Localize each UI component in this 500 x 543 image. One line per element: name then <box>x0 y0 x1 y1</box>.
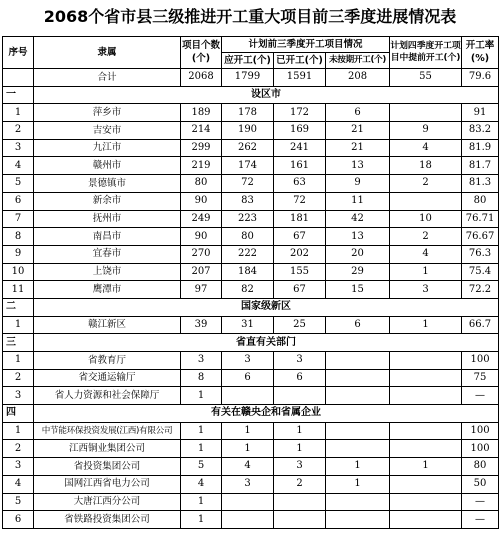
cell-count: 1 <box>181 387 222 405</box>
cell-q4 <box>390 387 462 405</box>
cell-rate: 72.2 <box>462 281 499 299</box>
cell-seq: 6 <box>3 511 34 529</box>
cell-should <box>222 511 274 529</box>
cell-count: 214 <box>181 122 222 140</box>
cell-count: 3 <box>181 352 222 370</box>
cell-rate: 83.2 <box>462 122 499 140</box>
total-started: 1591 <box>274 69 326 87</box>
cell-started: 241 <box>274 139 326 157</box>
cell-count: 249 <box>181 210 222 228</box>
cell-name: 景德镇市 <box>34 175 181 193</box>
cell-not-started: 1 <box>326 458 390 476</box>
section-number: 三 <box>3 334 34 352</box>
cell-count: 1 <box>181 422 222 440</box>
cell-not-started: 13 <box>326 157 390 175</box>
cell-rate: 76.67 <box>462 228 499 246</box>
cell-should: 223 <box>222 210 274 228</box>
total-count: 2068 <box>181 69 222 87</box>
cell-started: 67 <box>274 228 326 246</box>
table-row <box>3 245 499 263</box>
cell-should: 184 <box>222 263 274 281</box>
cell-rate: — <box>462 387 499 405</box>
cell-rate: — <box>462 511 499 529</box>
table-row <box>3 263 499 281</box>
cell-q4: 1 <box>390 263 462 281</box>
page-title: 2068个省市县三级推进开工重大项目前三季度进展情况表 <box>43 7 457 26</box>
cell-q4 <box>390 192 462 210</box>
cell-not-started: 20 <box>326 245 390 263</box>
section-row <box>3 334 499 352</box>
cell-name: 省教育厅 <box>34 352 181 370</box>
cell-seq: 1 <box>3 316 34 334</box>
cell-not-started <box>326 387 390 405</box>
table-row <box>3 440 499 458</box>
table-row <box>3 175 499 193</box>
table-row <box>3 475 499 493</box>
section-row <box>3 86 499 104</box>
cell-name: 萍乡市 <box>34 104 181 122</box>
cell-seq: 3 <box>3 458 34 476</box>
cell-q4 <box>390 104 462 122</box>
cell-count: 207 <box>181 263 222 281</box>
table-row <box>3 157 499 175</box>
cell-not-started: 11 <box>326 192 390 210</box>
cell-name: 九江市 <box>34 139 181 157</box>
cell-rate: 91 <box>462 104 499 122</box>
section-title: 有关在赣央企和省属企业 <box>34 405 499 423</box>
cell-name: 省投资集团公司 <box>34 458 181 476</box>
cell-should: 82 <box>222 281 274 299</box>
cell-started: 169 <box>274 122 326 140</box>
cell-seq: 1 <box>3 104 34 122</box>
cell-name: 赣江新区 <box>34 316 181 334</box>
cell-started: 3 <box>274 458 326 476</box>
cell-seq: 9 <box>3 245 34 263</box>
cell-seq: 4 <box>3 475 34 493</box>
cell-q4: 9 <box>390 122 462 140</box>
total-row <box>3 69 499 87</box>
section-title: 省直有关部门 <box>34 334 499 352</box>
table-row <box>3 369 499 387</box>
total-seq <box>3 69 34 87</box>
cell-started: 63 <box>274 175 326 193</box>
cell-started: 202 <box>274 245 326 263</box>
total-should: 1799 <box>222 69 274 87</box>
cell-rate: 100 <box>462 422 499 440</box>
header-should: 应开工(个) <box>222 53 274 69</box>
cell-count: 270 <box>181 245 222 263</box>
cell-count: 4 <box>181 475 222 493</box>
cell-seq: 3 <box>3 139 34 157</box>
section-number: 二 <box>3 298 34 316</box>
cell-rate: 100 <box>462 440 499 458</box>
cell-rate: — <box>462 493 499 511</box>
cell-started: 25 <box>274 316 326 334</box>
cell-should: 1 <box>222 440 274 458</box>
cell-name: 江西铜业集团公司 <box>34 440 181 458</box>
cell-name: 宜春市 <box>34 245 181 263</box>
cell-seq: 1 <box>3 422 34 440</box>
cell-count: 1 <box>181 493 222 511</box>
table-row <box>3 139 499 157</box>
table-row <box>3 104 499 122</box>
cell-not-started <box>326 369 390 387</box>
cell-not-started: 13 <box>326 228 390 246</box>
cell-should <box>222 387 274 405</box>
cell-not-started <box>326 511 390 529</box>
header-not-started: 未按期开工(个) <box>326 53 390 69</box>
cell-q4 <box>390 352 462 370</box>
header-rate <box>462 37 499 69</box>
cell-should: 262 <box>222 139 274 157</box>
table-row <box>3 493 499 511</box>
cell-seq: 7 <box>3 210 34 228</box>
cell-rate: 81.3 <box>462 175 499 193</box>
cell-seq: 5 <box>3 493 34 511</box>
total-rate: 79.6 <box>462 69 499 87</box>
cell-rate: 81.9 <box>462 139 499 157</box>
section-title: 设区市 <box>34 86 499 104</box>
header-count-label: 项目个数(个) <box>181 39 220 64</box>
cell-rate: 100 <box>462 352 499 370</box>
table-row <box>3 422 499 440</box>
cell-name: 省交通运输厅 <box>34 369 181 387</box>
cell-q4 <box>390 369 462 387</box>
cell-count: 8 <box>181 369 222 387</box>
cell-started: 181 <box>274 210 326 228</box>
cell-count: 39 <box>181 316 222 334</box>
table-row <box>3 458 499 476</box>
cell-not-started: 21 <box>326 139 390 157</box>
total-not-started: 208 <box>326 69 390 87</box>
cell-not-started: 42 <box>326 210 390 228</box>
cell-name: 省人力资源和社会保障厅 <box>34 387 181 405</box>
cell-name: 省铁路投资集团公司 <box>34 511 181 529</box>
cell-started: 172 <box>274 104 326 122</box>
cell-should: 178 <box>222 104 274 122</box>
cell-q4: 10 <box>390 210 462 228</box>
cell-should: 4 <box>222 458 274 476</box>
header-seq: 序号 <box>3 37 34 69</box>
cell-started: 3 <box>274 352 326 370</box>
cell-q4: 2 <box>390 175 462 193</box>
cell-q4: 18 <box>390 157 462 175</box>
cell-rate: 50 <box>462 475 499 493</box>
section-number: 四 <box>3 405 34 423</box>
cell-q4: 4 <box>390 139 462 157</box>
cell-rate: 75 <box>462 369 499 387</box>
cell-seq: 4 <box>3 157 34 175</box>
cell-count: 219 <box>181 157 222 175</box>
cell-not-started: 29 <box>326 263 390 281</box>
cell-rate: 80 <box>462 192 499 210</box>
cell-q4: 4 <box>390 245 462 263</box>
cell-not-started <box>326 422 390 440</box>
cell-rate: 76.71 <box>462 210 499 228</box>
cell-should: 83 <box>222 192 274 210</box>
header-q4-label: 计划四季度开工项目中提前开工(个) <box>390 40 461 63</box>
cell-not-started <box>326 493 390 511</box>
cell-rate: 80 <box>462 458 499 476</box>
cell-name: 吉安市 <box>34 122 181 140</box>
cell-name: 赣州市 <box>34 157 181 175</box>
cell-started: 161 <box>274 157 326 175</box>
cell-should: 31 <box>222 316 274 334</box>
cell-should: 3 <box>222 352 274 370</box>
cell-name: 南昌市 <box>34 228 181 246</box>
cell-seq: 2 <box>3 122 34 140</box>
cell-count: 80 <box>181 175 222 193</box>
section-row <box>3 298 499 316</box>
cell-name: 大唐江西分公司 <box>34 493 181 511</box>
table-row <box>3 316 499 334</box>
cell-seq: 1 <box>3 352 34 370</box>
table-row <box>3 192 499 210</box>
cell-count: 97 <box>181 281 222 299</box>
cell-should: 174 <box>222 157 274 175</box>
cell-not-started <box>326 352 390 370</box>
header-row-1 <box>3 37 499 53</box>
cell-not-started: 6 <box>326 316 390 334</box>
cell-not-started: 6 <box>326 104 390 122</box>
cell-seq: 10 <box>3 263 34 281</box>
cell-started <box>274 387 326 405</box>
cell-not-started: 21 <box>326 122 390 140</box>
cell-rate: 81.7 <box>462 157 499 175</box>
cell-seq: 2 <box>3 369 34 387</box>
cell-should: 80 <box>222 228 274 246</box>
section-number: 一 <box>3 86 34 104</box>
cell-q4 <box>390 493 462 511</box>
header-count <box>181 37 222 69</box>
cell-should: 3 <box>222 475 274 493</box>
header-started: 已开工(个) <box>274 53 326 69</box>
cell-count: 299 <box>181 139 222 157</box>
cell-started: 6 <box>274 369 326 387</box>
cell-should: 6 <box>222 369 274 387</box>
cell-rate: 75.4 <box>462 263 499 281</box>
cell-count: 1 <box>181 440 222 458</box>
table-row <box>3 387 499 405</box>
total-label: 合计 <box>34 69 181 87</box>
cell-q4 <box>390 440 462 458</box>
table-row <box>3 352 499 370</box>
cell-started <box>274 493 326 511</box>
cell-started: 1 <box>274 422 326 440</box>
table-row <box>3 228 499 246</box>
cell-count: 5 <box>181 458 222 476</box>
cell-name: 抚州市 <box>34 210 181 228</box>
cell-seq: 11 <box>3 281 34 299</box>
cell-should: 1 <box>222 422 274 440</box>
cell-seq: 2 <box>3 440 34 458</box>
cell-not-started: 9 <box>326 175 390 193</box>
cell-not-started: 15 <box>326 281 390 299</box>
cell-rate: 76.3 <box>462 245 499 263</box>
cell-name: 新余市 <box>34 192 181 210</box>
cell-q4 <box>390 422 462 440</box>
cell-seq: 3 <box>3 387 34 405</box>
cell-q4: 3 <box>390 281 462 299</box>
progress-table <box>2 36 499 529</box>
cell-started <box>274 511 326 529</box>
cell-name: 上饶市 <box>34 263 181 281</box>
total-q4: 55 <box>390 69 462 87</box>
header-q4 <box>390 37 462 69</box>
cell-started: 1 <box>274 440 326 458</box>
cell-should: 190 <box>222 122 274 140</box>
table-row <box>3 511 499 529</box>
cell-started: 67 <box>274 281 326 299</box>
cell-should <box>222 493 274 511</box>
cell-q4: 1 <box>390 316 462 334</box>
header-plan-group: 计划前三季度开工项目情况 <box>222 37 390 53</box>
cell-q4 <box>390 475 462 493</box>
section-row <box>3 405 499 423</box>
cell-should: 72 <box>222 175 274 193</box>
cell-count: 90 <box>181 228 222 246</box>
header-rate-label: 开工率(%) <box>465 39 495 64</box>
cell-q4: 2 <box>390 228 462 246</box>
cell-q4: 1 <box>390 458 462 476</box>
cell-q4 <box>390 511 462 529</box>
cell-seq: 8 <box>3 228 34 246</box>
table-row <box>3 122 499 140</box>
table-row <box>3 281 499 299</box>
cell-rate: 66.7 <box>462 316 499 334</box>
cell-started: 155 <box>274 263 326 281</box>
cell-not-started: 1 <box>326 475 390 493</box>
cell-name: 鹰潭市 <box>34 281 181 299</box>
cell-name: 中节能环保投资发展(江西)有限公司 <box>34 422 181 440</box>
cell-seq: 6 <box>3 192 34 210</box>
table-row <box>3 210 499 228</box>
cell-started: 2 <box>274 475 326 493</box>
cell-count: 90 <box>181 192 222 210</box>
cell-started: 72 <box>274 192 326 210</box>
cell-count: 1 <box>181 511 222 529</box>
cell-name: 国网江西省电力公司 <box>34 475 181 493</box>
section-title: 国家级新区 <box>34 298 499 316</box>
header-owner: 隶属 <box>34 37 181 69</box>
cell-not-started <box>326 440 390 458</box>
cell-should: 222 <box>222 245 274 263</box>
cell-seq: 5 <box>3 175 34 193</box>
cell-count: 189 <box>181 104 222 122</box>
